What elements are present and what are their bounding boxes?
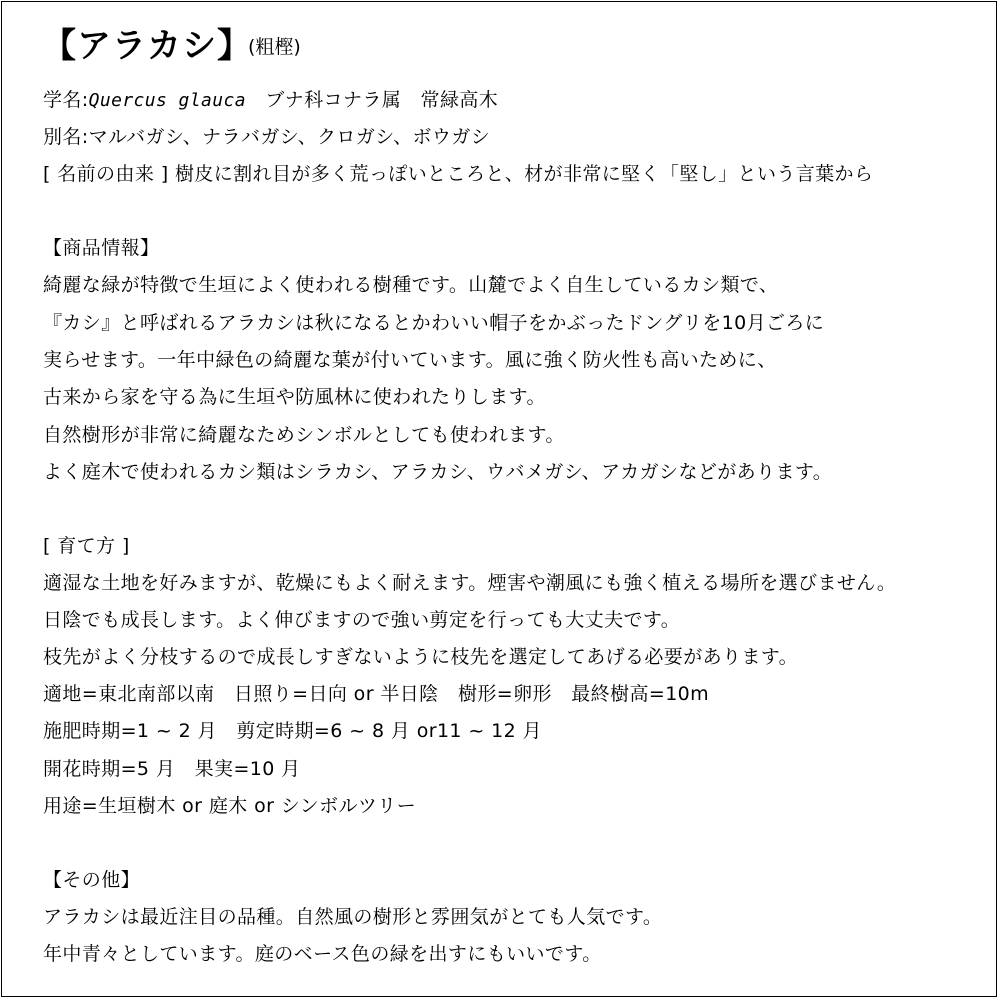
product-info-line: 自然樹形が非常に綺麗なためシンボルとしても使われます。 (43, 424, 565, 446)
care-line: 用途=生垣樹木 or 庭木 or シンボルツリー (43, 795, 417, 817)
alias-line: 別名:マルバガシ、ナラバガシ、クロガシ、ボウガシ (43, 126, 491, 148)
product-info-line: よく庭木で使われるカシ類はシラカシ、アラカシ、ウバメガシ、アカガシなどがあります。 (43, 461, 833, 483)
page-title: 【アラカシ】 (42, 26, 252, 66)
page-subtitle: (粗樫) (248, 36, 301, 58)
product-info-line: 『カシ』と呼ばれるアラカシは秋になるとかわいい帽子をかぶったドングリを10月ごろに (43, 312, 825, 334)
scientific-name-family: ブナ科コナラ属 常緑高木 (245, 89, 499, 111)
scientific-name-label: 学名: (43, 89, 89, 111)
scientific-name-line (43, 87, 498, 114)
care-line: 開花時期=5 月 果実=10 月 (43, 758, 301, 780)
page-frame (1, 1, 997, 997)
scientific-name-latin: Quercus glauca (88, 90, 246, 111)
other-line: アラカシは最近注目の品種。自然風の樹形と雰囲気がとても人気です。 (43, 906, 663, 928)
name-origin-line: [ 名前の由来 ] 樹皮に割れ目が多く荒っぽいところと、材が非常に堅く「堅し」という言葉から (43, 163, 874, 185)
other-heading: 【その他】 (43, 869, 141, 891)
product-info-line: 綺麗な緑が特徴で生垣によく使われる樹種です。山麓でよく自生しているカシ類で、 (43, 274, 779, 296)
product-info-heading: 【商品情報】 (43, 237, 160, 259)
care-heading: [ 育て方 ] (43, 535, 130, 557)
care-line: 適湿な土地を好みますが、乾燥にもよく耐えます。煙害や潮風にも強く植える場所を選びません。 (43, 572, 897, 594)
care-line: 枝先がよく分枝するので成長しすぎないように枝先を選定してあげる必要があります。 (43, 646, 799, 668)
care-line: 適地=東北南部以南 日照り=日向 or 半日陰 樹形=卵形 最終樹高=10m (43, 683, 710, 705)
product-info-line: 古来から家を守る為に生垣や防風林に使われたりします。 (43, 386, 546, 408)
product-info-line: 実らせます。一年中緑色の綺麗な葉が付いています。風に強く防火性も高いために、 (43, 349, 777, 371)
care-line: 施肥時期=1 ~ 2 月 剪定時期=6 ~ 8 月 or11 ~ 12 月 (43, 720, 542, 742)
other-line: 年中青々としています。庭のベース色の緑を出すにもいいです。 (43, 943, 602, 965)
care-line: 日陰でも成長します。よく伸びますので強い剪定を行っても大丈夫です。 (43, 609, 681, 631)
